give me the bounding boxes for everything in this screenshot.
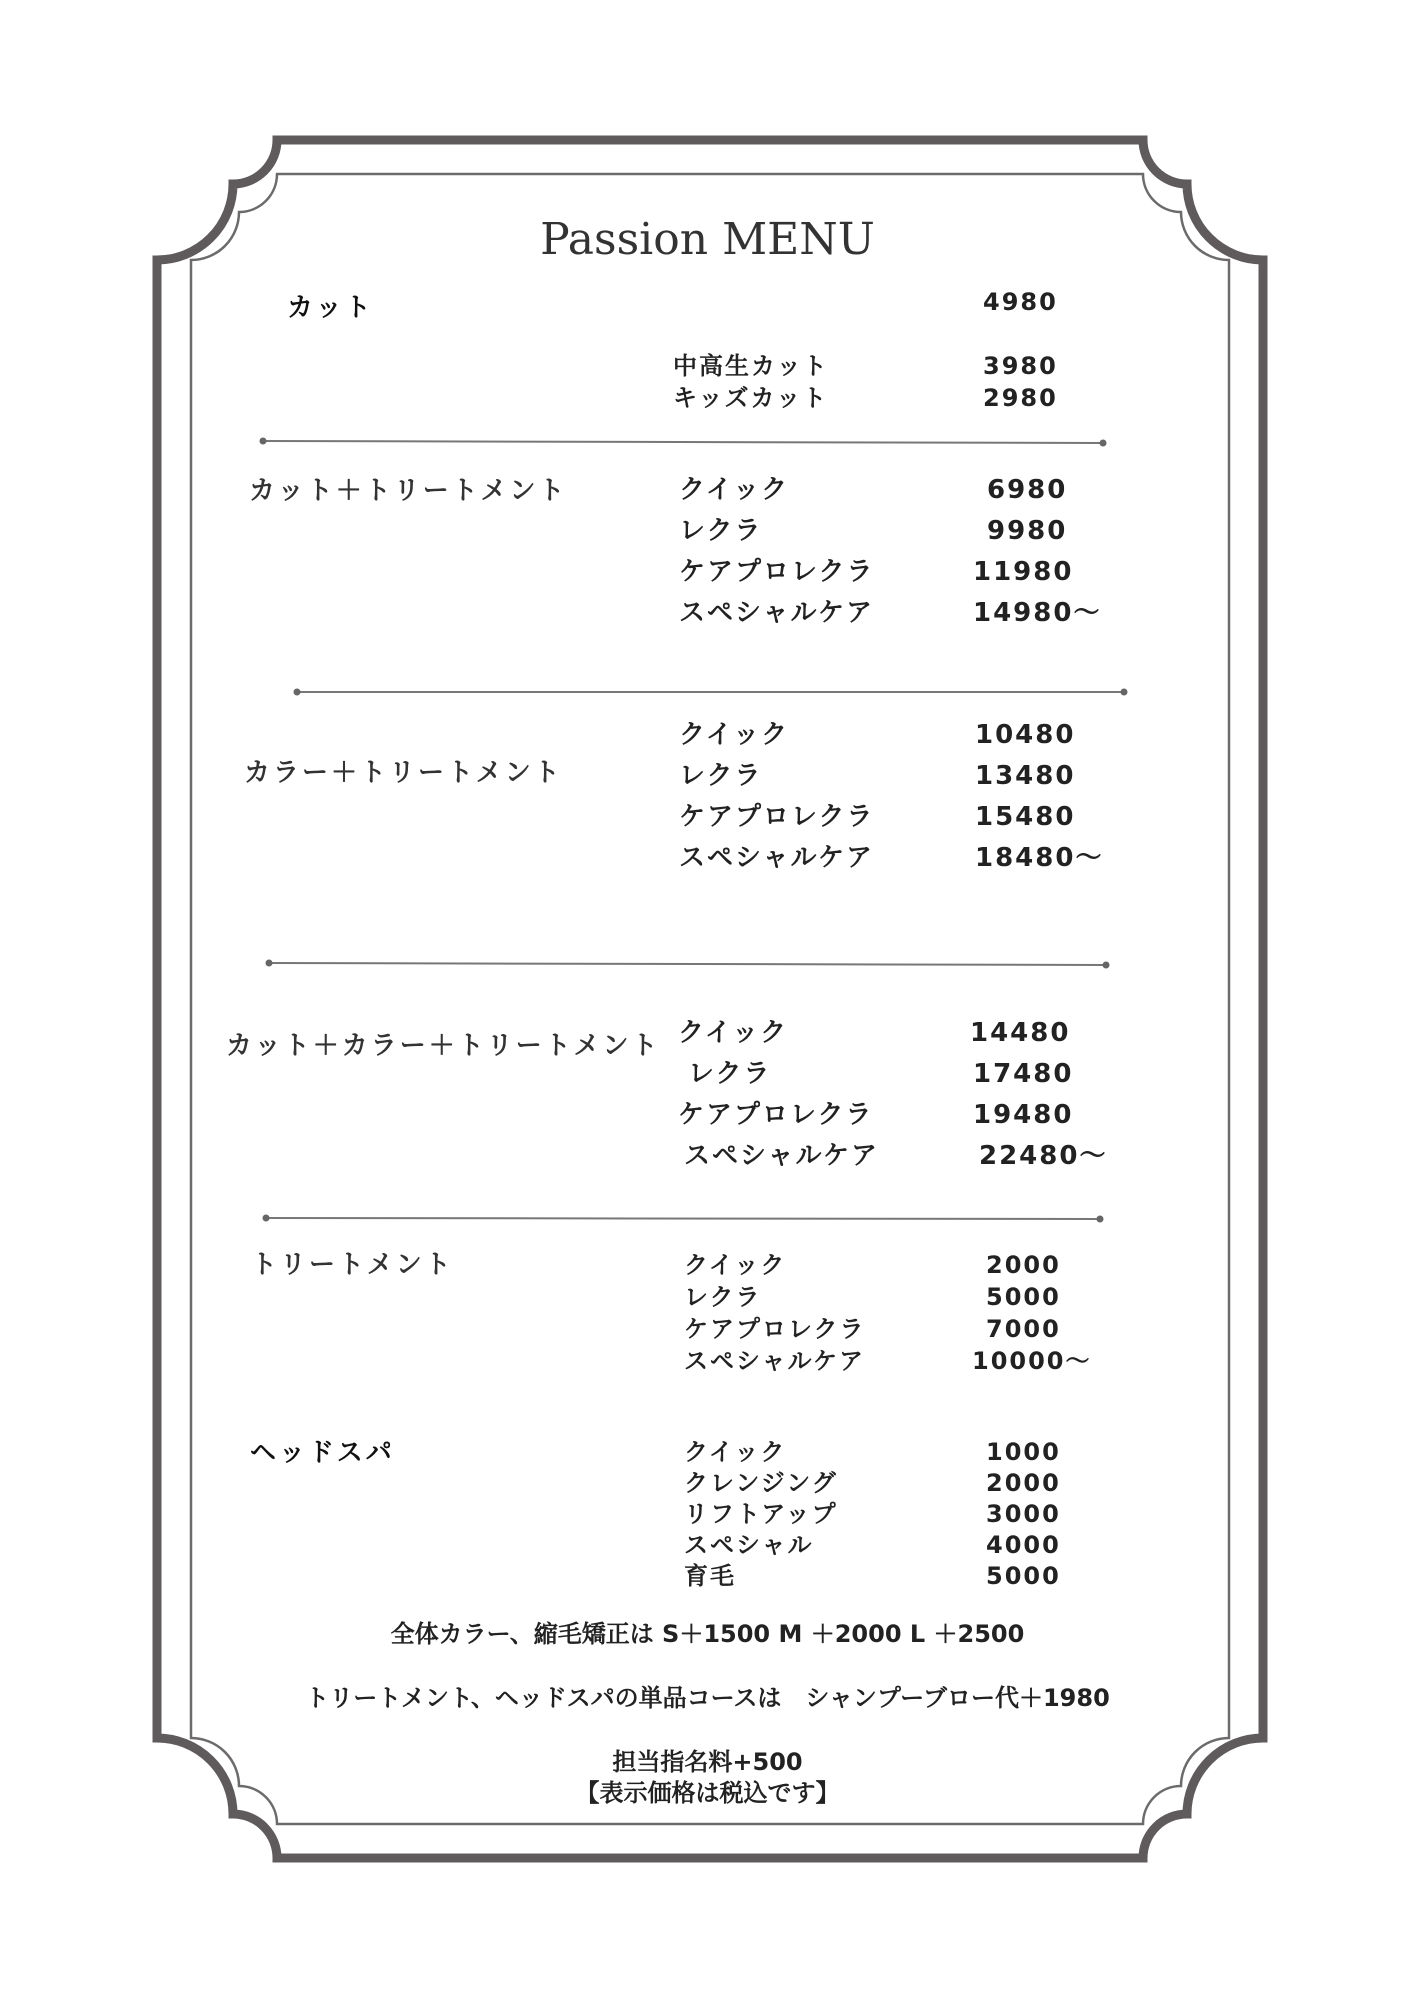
item-price: 2980	[983, 384, 1058, 412]
item-price: 7000	[986, 1315, 1061, 1343]
item-name: スペシャルケア	[684, 1141, 879, 1171]
category-cut-color-treatment: カット＋カラー＋トリートメント	[226, 1031, 661, 1061]
item-name: スペシャルケア	[679, 598, 874, 628]
item-name: スペシャルケア	[679, 843, 874, 873]
item-name: クレンジング	[684, 1469, 838, 1497]
item-price: 18480〜	[975, 843, 1104, 873]
item-price: 6980	[987, 475, 1068, 505]
item-name: リフトアップ	[684, 1500, 838, 1528]
item-name: クイック	[684, 1438, 787, 1466]
surcharge-note: 全体カラー、縮毛矯正は S＋1500 M ＋2000 L ＋2500	[390, 1620, 1025, 1648]
item-name: ケアプロレクラ	[678, 1100, 874, 1130]
category-cut-treatment: カット＋トリートメント	[249, 476, 568, 506]
item-name: レクラ	[688, 1059, 772, 1089]
item-price: 15480	[975, 802, 1076, 832]
item-price: 14980〜	[973, 598, 1102, 628]
item-price: 13480	[975, 761, 1076, 791]
item-name: 育毛	[684, 1562, 736, 1590]
item-name: ケアプロレクラ	[679, 802, 875, 832]
item-name: スペシャルケア	[684, 1347, 866, 1375]
divider-4	[263, 1215, 1104, 1223]
item-name: 中高生カット	[673, 352, 829, 380]
item-price: 22480〜	[979, 1141, 1108, 1171]
item-price: 19480	[973, 1100, 1074, 1130]
item-name: クイック	[678, 1018, 789, 1048]
category-color-treatment: カラー＋トリートメント	[244, 758, 563, 788]
category-cut: カット	[287, 293, 374, 323]
item-price: 1000	[986, 1438, 1061, 1466]
item-name: クイック	[679, 720, 790, 750]
divider-3	[266, 960, 1110, 969]
item-name: スペシャル	[684, 1531, 814, 1559]
item-price: 14480	[970, 1018, 1071, 1048]
item-price: 9980	[987, 516, 1068, 546]
item-price: 17480	[973, 1059, 1074, 1089]
item-price: 4000	[986, 1531, 1061, 1559]
item-price: 2000	[986, 1251, 1061, 1279]
item-name: クイック	[679, 475, 790, 505]
menu-title: Passion MENU	[540, 214, 875, 265]
category-treatment: トリートメント	[251, 1250, 454, 1280]
item-price: 5000	[986, 1562, 1061, 1590]
item-name: ケアプロレクラ	[679, 557, 875, 587]
item-name: レクラ	[679, 761, 763, 791]
item-price: 11980	[973, 557, 1074, 587]
item-price: 2000	[986, 1469, 1061, 1497]
tax-included-note: 【表示価格は税込です】	[575, 1779, 840, 1807]
price-cut: 4980	[983, 288, 1058, 316]
item-price: 3000	[986, 1500, 1061, 1528]
item-name: クイック	[684, 1251, 787, 1279]
item-price: 10480	[975, 720, 1076, 750]
item-name: レクラ	[684, 1283, 762, 1311]
nomination-fee-note: 担当指名料+500	[612, 1748, 803, 1776]
item-price: 5000	[986, 1283, 1061, 1311]
single-course-note: トリートメント、ヘッドスパの単品コースは シャンプーブロー代＋1980	[305, 1684, 1110, 1712]
item-price: 10000〜	[972, 1347, 1092, 1375]
item-name: ケアプロレクラ	[684, 1315, 866, 1343]
item-price: 3980	[983, 352, 1058, 380]
divider-2	[294, 689, 1128, 696]
category-head-spa: ヘッドスパ	[250, 1438, 395, 1468]
item-name: キッズカット	[673, 384, 829, 412]
item-name: レクラ	[679, 516, 763, 546]
divider-1	[260, 438, 1107, 447]
